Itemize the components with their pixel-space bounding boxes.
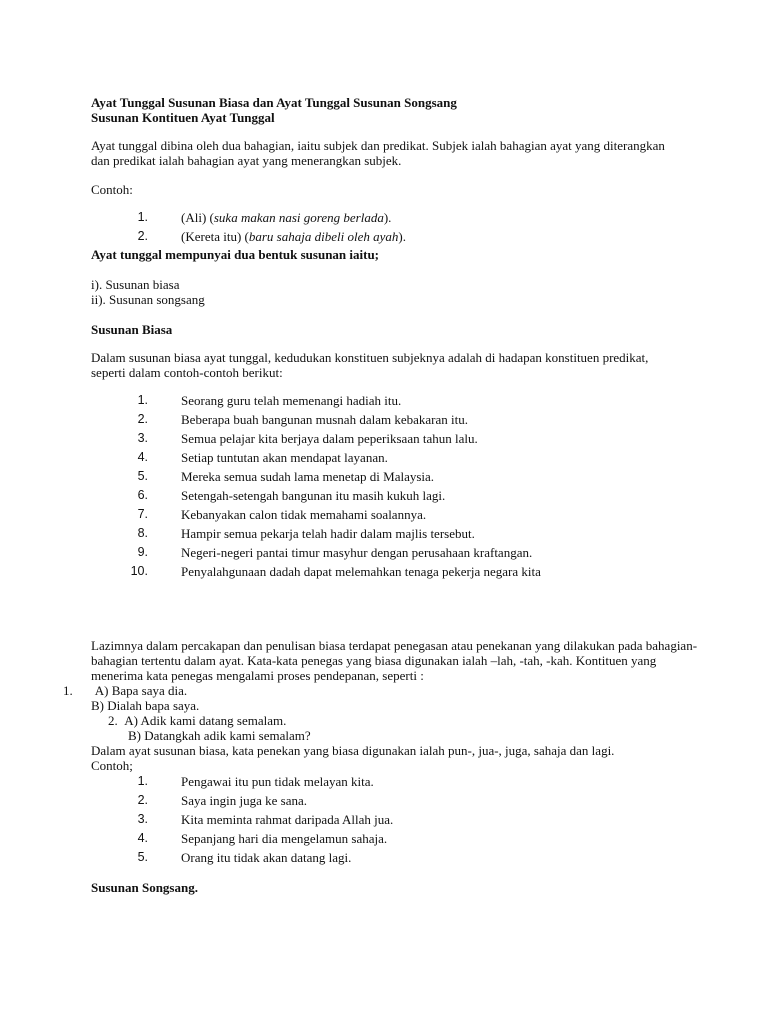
biasa-paragraph: Dalam susunan biasa ayat tunggal, kedudukan konstituen subjeknya adalah di hadapan konstituen predikat, seperti dalam contoh-contoh berikut: bbox=[91, 350, 649, 380]
intro-paragraph: Ayat tunggal dibina oleh dua bahagian, iaitu subjek dan predikat. Subjek ialah bahagian ayat yang diterangkan dan predikat ialah bahagian ayat yang menerangkan subjek. bbox=[91, 138, 665, 168]
penekan-paragraph: Dalam ayat susunan biasa, kata penekan yang biasa digunakan ialah pun-, jua-, juga, sahaja dan lagi. bbox=[91, 743, 615, 758]
list-item: 5. Orang itu tidak akan datang lagi. bbox=[137, 850, 352, 865]
list-item: 3. Semua pelajar kita berjaya dalam peperiksaan tahun lalu. bbox=[137, 431, 478, 446]
list-item: 6. Setengah-setengah bangunan itu masih kukuh lagi. bbox=[137, 488, 446, 503]
list-item: 10. Penyalahgunaan dadah dapat melemahkan tenaga pekerja negara kita bbox=[130, 564, 541, 579]
list-item: 8. Hampir semua pekarja telah hadir dalam majlis tersebut. bbox=[137, 526, 475, 541]
list-item: 4. Sepanjang hari dia mengelamun sahaja. bbox=[137, 831, 388, 846]
biasa-sentence-list bbox=[0, 393, 768, 583]
list-item: 4. Setiap tuntutan akan mendapat layanan. bbox=[137, 450, 388, 465]
section-heading: Ayat tunggal mempunyai dua bentuk susunan iaitu; bbox=[91, 247, 380, 262]
contoh-label: Contoh: bbox=[91, 182, 133, 197]
list-item: 1. Seorang guru telah memenangi hadiah itu. bbox=[137, 393, 402, 408]
contoh-label-2: Contoh; bbox=[91, 758, 133, 773]
bentuk-list bbox=[91, 277, 691, 307]
list-item: 2. Beberapa buah bangunan musnah dalam kebakaran itu. bbox=[137, 412, 468, 427]
list-item: 2. (Kereta itu) (baru sahaja dibeli oleh ayah). bbox=[137, 229, 406, 244]
document-subtitle: Susunan Kontituen Ayat Tunggal bbox=[91, 110, 275, 125]
penegasan-line-2: bahagian tertentu dalam ayat. Kata-kata penegas yang biasa digunakan ialah –lah, -tah, -kah. Kontituen yang bbox=[91, 653, 657, 668]
list-item: 2. Saya ingin juga ke sana. bbox=[137, 793, 307, 808]
list-item: 5. Mereka semua sudah lama menetap di Malaysia. bbox=[137, 469, 435, 484]
list-item: 7. Kebanyakan calon tidak memahami soalannya. bbox=[137, 507, 427, 522]
document-title: Ayat Tunggal Susunan Biasa dan Ayat Tunggal Susunan Songsang bbox=[91, 95, 457, 110]
penegasan-line-1: Lazimnya dalam percakapan dan penulisan biasa terdapat penegasan atau penekanan yang dilakukan pada bahagian- bbox=[91, 638, 698, 653]
list-item: i). Susunan biasa bbox=[91, 277, 180, 292]
section-heading-susunan-songsang: Susunan Songsang. bbox=[91, 880, 198, 895]
section-heading-susunan-biasa: Susunan Biasa bbox=[91, 322, 173, 337]
list-item: 1. Pengawai itu pun tidak melayan kita. bbox=[137, 774, 374, 789]
example-pair-1-b: B) Dialah bapa saya. bbox=[91, 698, 200, 713]
penegasan-line-3: menerima kata penegas mengalami proses pendepanan, seperti : bbox=[91, 668, 424, 683]
example-pair-1-a: 1. A) Bapa saya dia. bbox=[63, 683, 188, 698]
example-pair-2-b: B) Datangkah adik kami semalam? bbox=[128, 728, 311, 743]
list-item: 9. Negeri-negeri pantai timur masyhur dengan perusahaan kraftangan. bbox=[137, 545, 533, 560]
example-pair-2-a: 2. A) Adik kami datang semalam. bbox=[108, 713, 287, 728]
list-item: 3. Kita meminta rahmat daripada Allah jua. bbox=[137, 812, 394, 827]
title-block bbox=[91, 95, 691, 125]
example-list bbox=[0, 210, 768, 248]
list-item: ii). Susunan songsang bbox=[91, 292, 205, 307]
penekan-sentence-list bbox=[0, 774, 768, 869]
list-item: 1. (Ali) (suka makan nasi goreng berlada). bbox=[137, 210, 392, 225]
